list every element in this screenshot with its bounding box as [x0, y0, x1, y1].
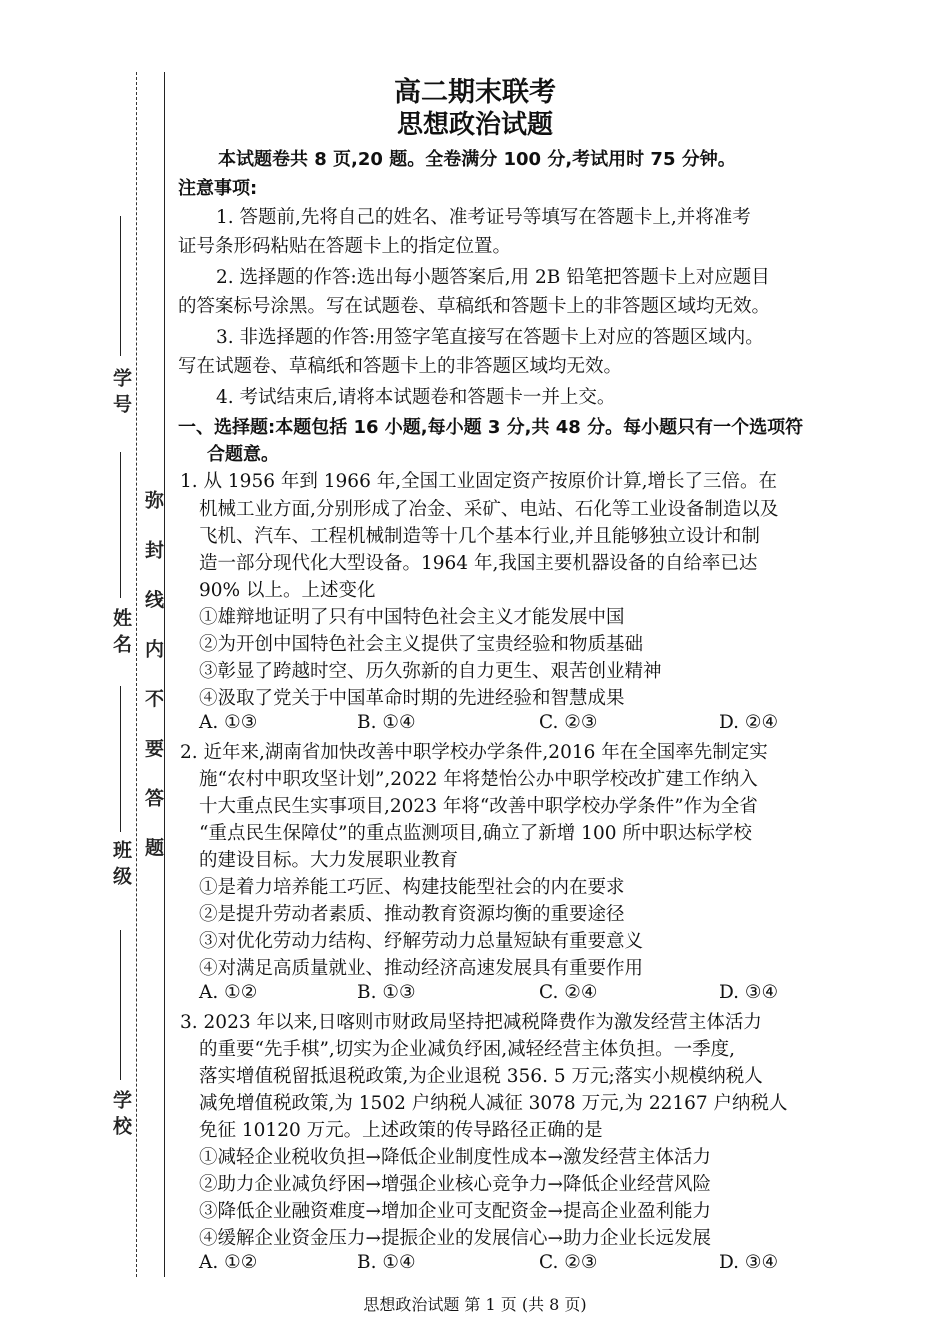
option-b[interactable]: B. ①③ [357, 982, 416, 1003]
question-3-statement: ③降低企业融资难度→增加企业可支配资金→提高企业盈利能力 [199, 1201, 712, 1222]
question-3-options [199, 1252, 799, 1279]
option-d[interactable]: D. ③④ [719, 982, 779, 1003]
question-1-statement: ④汲取了党关于中国革命时期的先进经验和智慧成果 [199, 688, 625, 709]
question-1-stem: 90% 以上。上述变化 [199, 580, 376, 601]
question-3-statement: ①减轻企业税收负担→降低企业制度性成本→激发经营主体活力 [199, 1147, 712, 1168]
question-3-stem: 免征 10120 万元。上述政策的传导路径正确的是 [199, 1120, 603, 1141]
question-2-statement: ②是提升劳动者素质、推动教育资源均衡的重要途径 [199, 904, 625, 925]
option-c[interactable]: C. ②④ [539, 982, 598, 1003]
notice-line: 2. 选择题的作答:选出每小题答案后,用 2B 铅笔把答题卡上对应题目 [216, 267, 770, 288]
question-3-stem: 3. 2023 年以来,日喀则市财政局坚持把减税降费作为激发经营主体活力 [180, 1012, 762, 1033]
notice-line: 的答案标号涂黑。写在试题卷、草稿纸和答题卡上的非答题区域均无效。 [178, 296, 771, 317]
option-d[interactable]: D. ③④ [719, 1252, 779, 1273]
question-3-stem: 的重要“先手棋”,切实为企业减负纾困,减轻经营主体负担。一季度, [199, 1039, 736, 1060]
question-1-stem: 造一部分现代化大型设备。1964 年,我国主要机器设备的自给率已达 [199, 553, 758, 574]
option-c[interactable]: C. ②③ [539, 1252, 598, 1273]
notice-line: 写在试题卷、草稿纸和答题卡上的非答题区域均无效。 [178, 356, 623, 377]
page-footer: 思想政治试题 第 1 页 (共 8 页) [363, 1295, 587, 1314]
option-a[interactable]: A. ①③ [199, 712, 258, 733]
question-2-stem: 2. 近年来,湖南省加快改善中职学校办学条件,2016 年在全国率先制定实 [180, 742, 768, 763]
margin-field-school: 学 校 [110, 1090, 132, 1135]
notice-line: 3. 非选择题的作答:用签字笔直接写在答题卡上对应的答题区域内。 [216, 327, 764, 348]
question-2-options [199, 982, 799, 1009]
question-1-statement: ②为开创中国特色社会主义提供了宝贵经验和物质基础 [199, 634, 644, 655]
question-3-stem: 减免增值税政策,为 1502 户纳税人减征 3078 万元,为 22167 户纳税人 [199, 1093, 788, 1114]
seal-notice: 弥 封 线 内 不 要 答 题 [142, 490, 164, 869]
margin-field-class-blank [120, 686, 121, 832]
question-1-statement: ③彰显了跨越时空、历久弥新的自力更生、艰苦创业精神 [199, 661, 662, 682]
question-2-stem: 的建设目标。大力发展职业教育 [199, 850, 459, 871]
question-1-statement: ①雄辩地证明了只有中国特色社会主义才能发展中国 [199, 607, 625, 628]
notice-line: 证号条形码粘贴在答题卡上的指定位置。 [178, 236, 512, 257]
question-3-stem: 落实增值税留抵退税政策,为企业退税 356. 5 万元;落实小规模纳税人 [199, 1066, 763, 1087]
section-heading-cont: 合题意。 [207, 444, 279, 465]
section-heading: 一、选择题:本题包括 16 小题,每小题 3 分,共 48 分。每小题只有一个选项符 [178, 417, 804, 438]
notice-line: 4. 考试结束后,请将本试题卷和答题卡一并上交。 [216, 387, 616, 408]
question-1-stem: 1. 从 1956 年到 1966 年,全国工业固定资产按原价计算,增长了三倍。在 [180, 471, 777, 492]
question-1-options [199, 712, 799, 739]
notice-line: 1. 答题前,先将自己的姓名、准考证号等填写在答题卡上,并将准考 [216, 207, 751, 228]
question-1-stem: 飞机、汽车、工程机械制造等十几个基本行业,并且能够独立设计和制 [199, 526, 760, 547]
notice-heading: 注意事项: [178, 178, 258, 199]
question-2-statement: ①是着力培养能工巧匠、构建技能型社会的内在要求 [199, 877, 625, 898]
margin-field-student-id: 学 号 [110, 368, 132, 413]
question-3-statement: ④缓解企业资金压力→提振企业的发展信心→助力企业长远发展 [199, 1228, 712, 1249]
question-2-statement: ④对满足高质量就业、推动经济高速发展具有重要作用 [199, 958, 644, 979]
option-b[interactable]: B. ①④ [357, 712, 416, 733]
question-1-stem: 机械工业方面,分别形成了冶金、采矿、电站、石化等工业设备制造以及 [199, 499, 779, 520]
margin-field-name-blank [120, 452, 121, 598]
question-3-statement: ②助力企业减负纾困→增强企业核心竞争力→降低企业经营风险 [199, 1174, 712, 1195]
option-b[interactable]: B. ①④ [357, 1252, 416, 1273]
margin-field-class: 班 级 [110, 840, 132, 885]
option-a[interactable]: A. ①② [199, 1252, 258, 1273]
option-c[interactable]: C. ②③ [539, 712, 598, 733]
question-2-stem: 十大重点民生实事项目,2023 年将“改善中职学校办学条件”作为全省 [199, 796, 758, 817]
margin-field-name: 姓 名 [110, 608, 132, 653]
question-2-stem: 施“农村中职攻坚计划”,2022 年将楚怡公办中职学校改扩建工作纳入 [199, 769, 758, 790]
margin-field-student-id-blank [120, 216, 121, 356]
margin-field-school-blank [120, 930, 121, 1080]
question-2-stem: “重点民生保障仗”的重点监测项目,确立了新增 100 所中职达标学校 [199, 823, 752, 844]
exam-info: 本试题卷共 8 页,20 题。全卷满分 100 分,考试用时 75 分钟。 [218, 149, 736, 170]
question-2-statement: ③对优化劳动力结构、纾解劳动力总量短缺有重要意义 [199, 931, 644, 952]
option-d[interactable]: D. ②④ [719, 712, 779, 733]
exam-title: 高二期末联考 [394, 77, 556, 108]
exam-subject: 思想政治试题 [396, 110, 553, 140]
option-a[interactable]: A. ①② [199, 982, 258, 1003]
cut-line-dashed [136, 72, 137, 1277]
